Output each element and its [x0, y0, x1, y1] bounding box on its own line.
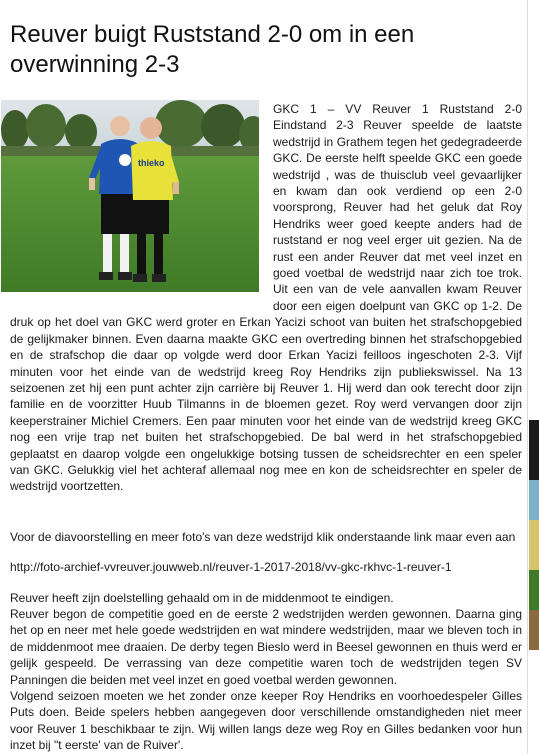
- spacer: [10, 495, 522, 529]
- photo-text-wrap-spacer: [10, 101, 273, 313]
- spacer: [10, 576, 522, 590]
- shirt-sponsor-text: thieko: [138, 158, 165, 168]
- paragraph-season-goal: Reuver heeft zijn doelstelling gehaald om in de middenmoot te eindigen.: [10, 590, 394, 605]
- article-body: [10, 101, 522, 754]
- paragraph-match-report: GKC 1 – VV Reuver 1 Ruststand 2-0 Eindstand 2-3 Reuver speelde de laatste wedstrijd in Grathem tegen het gedegradeerde GKC. De eerste helft speelde GKC een goede wedstrijd , was de thuisclub veel gevaarlijker en kwam dan ook verdiend op een 2-0 voorsprong, Reuver had het geluk dat Roy Hendriks weer goed keepte anders had de ruststand er nog veel erger uit gezien. Na de rust een ander Reuver dat met veel inzet en goed voetbal de wedstrijd naar zich toe trok. Uit een van de vele aanvallen kwam Reuver door een eigen doelpunt van GKC op 1-2. De druk op het doel van GKC werd groter en Erkan Yacizi schoot van buiten het strafschopgebied de gelijkmaker binnen. Even daarna maakte GKC een overtreding binnen het strafschopgebied en de strafschop die daar op volgde werd door Erkan Yacizi feilloos ingeschoten 2-3. Vijf minuten voor het einde van de wedstrijd kreeg Roy Hendriks zijn publiekswissel. Na 13 seizoenen zet hij een punt achter zijn carrière bij Reuver 1. Hij werd dan ook terecht door zijn familie en de voorzitter Huub Tilmanns in de bloemen gezet. Roy werd vervangen door zijn keeperstrainer Michiel Cremers. Een paar minuten voor het einde van de wedstrijd kreeg GKC nog een vrije trap net buiten het strafschopgebied. De bal werd in het strafschopgebied geplaatst en daarop volgde een ongelukkige botsing tussen de scheidsrechter en een speler van GKC. Gelukkig viel het achteraf allemaal nog mee en kon de scheidsrechter en speler de wedstrijd voortzetten.: [10, 102, 522, 494]
- paragraph-slideshow-info: Voor de diavoorstelling en meer foto's van deze wedstrijd klik onderstaande link maar even aan: [10, 529, 516, 544]
- side-image-strip: [529, 0, 539, 754]
- photo-archive-link[interactable]: http://foto-archief-vvreuver.jouwweb.nl/reuver-1-2017-2018/vv-gkc-rkhvc-1-reuver-1: [10, 560, 452, 575]
- paragraph-season-review: Reuver begon de competitie goed en de eerste 2 wedstrijden werden gewonnen. Daarna ging het op en neer met hele goede wedstrijden en wat mindere wedstrijden, maar we bleven toch in de middenmoot mee draaien. De derby tegen Bieslo werd in Beesel gewonnen en thuis werd er gelijk gespeeld. De verrassing van deze competitie waren toch de wedstrijden tegen SV Panningen die beiden met veel inzet en goed voetbal werden gewonnen.: [10, 606, 522, 687]
- article-title: Reuver buigt Ruststand 2-0 om in een overwinning 2-3: [10, 21, 415, 78]
- spacer: [10, 545, 522, 559]
- side-image-fragment: [529, 0, 539, 754]
- paragraph-farewell: Volgend seizoen moeten we het zonder onze keeper Roy Hendriks en voorhoedespeler Gilles Puts doen. Beide spelers hebben aangegeven door verschillende omstandigheden niet meer voor Reuver 1 beschikbaar te zijn. Wij willen langs deze weg Roy en Gilles bedanken voor hun inzet bij "t eerste' van de Ruiver'.: [10, 689, 522, 753]
